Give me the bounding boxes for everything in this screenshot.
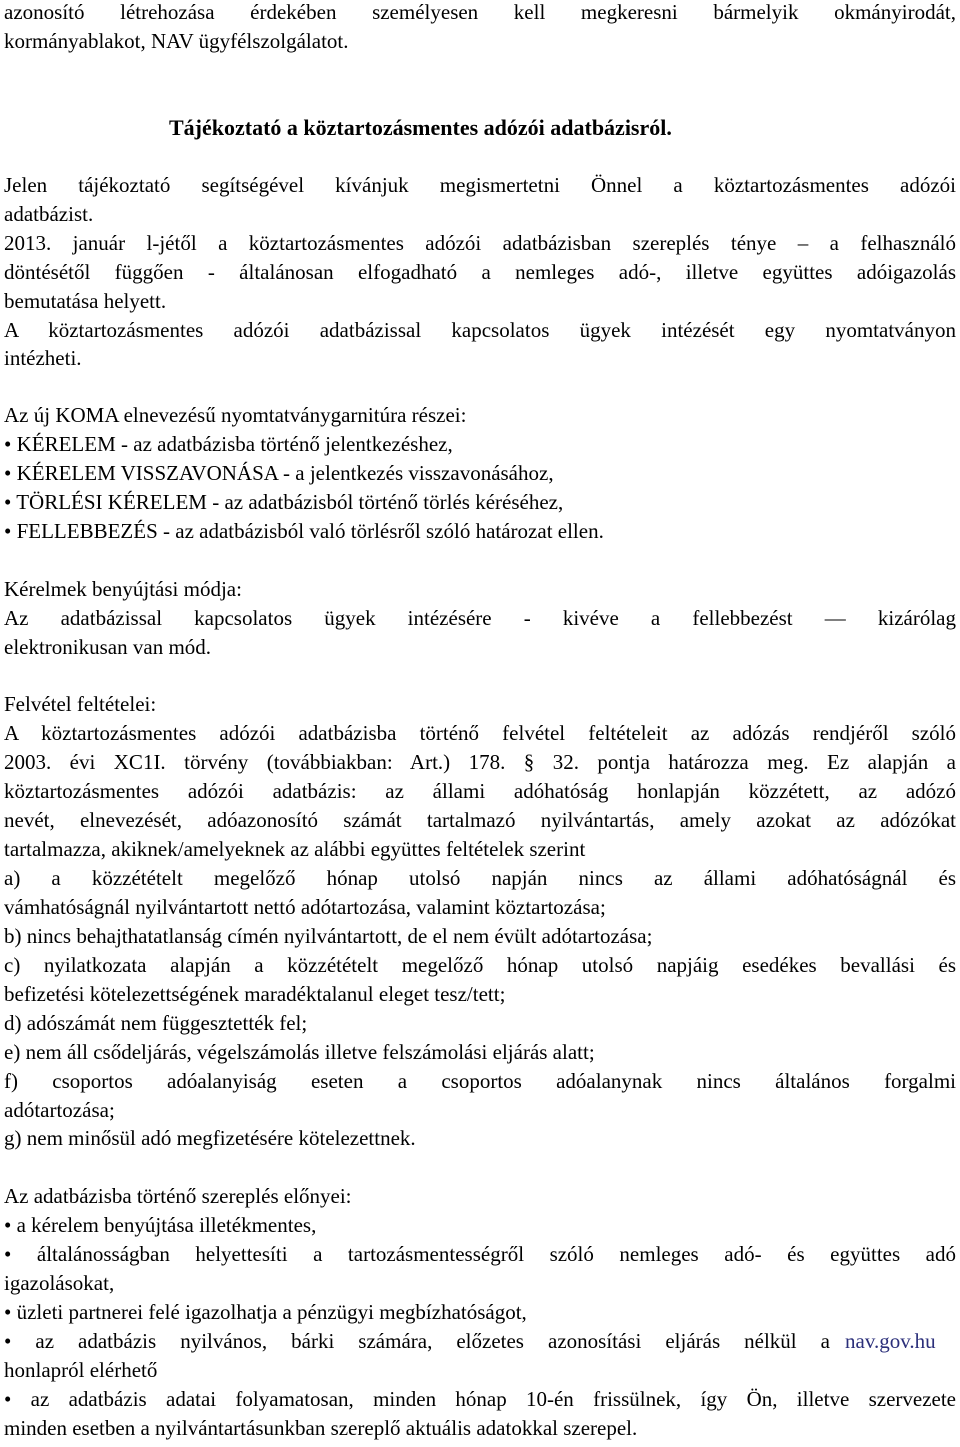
list-item: • az adatbázis adatai folyamatosan, minden hónap 10-én frissülnek, így Ön, illetve szervezete (4, 1387, 956, 1411)
list-item: • KÉRELEM VISSZAVONÁSA - a jelentkezés visszavonásához, (4, 461, 554, 485)
list-item: igazolásokat, (4, 1271, 115, 1295)
text-line: 2003. évi XC1I. törvény (továbbiakban: Art.) 178. § 32. pontja határozza meg. Ez alapján a (4, 750, 956, 774)
text-line: elektronikusan van mód. (4, 635, 212, 659)
text-line: Az adatbázisba történő szereplés előnyei: (4, 1184, 352, 1208)
list-item: • az adatbázis nyilvános, bárki számára, előzetes azonosítási eljárás nélkül a (4, 1329, 830, 1353)
text-line: kormányablakot, NAV ügyfélszolgálatot. (4, 29, 349, 53)
text-line: adótartozása; (4, 1098, 115, 1122)
text-line: intézheti. (4, 346, 82, 370)
text-line: honlapról elérhető (4, 1358, 158, 1382)
list-item: • TÖRLÉSI KÉRELEM - az adatbázisból történő törlés kéréséhez, (4, 490, 564, 514)
text-line: vámhatóságnál nyilvántartott nettó adótartozása, valamint köztartozása; (4, 895, 606, 919)
list-item: • KÉRELEM - az adatbázisba történő jelentkezéshez, (4, 432, 453, 456)
text-line: A köztartozásmentes adózói adatbázisba történő felvétel feltételeit az adózás rendjéről szóló (4, 721, 956, 745)
section-title: Tájékoztató a köztartozásmentes adózói adatbázisról. (169, 115, 672, 140)
nav-gov-hu-link[interactable]: nav.gov.hu (845, 1329, 936, 1353)
text-line: köztartozásmentes adózói adatbázis: az állami adóhatóság honlapján közzétett, az adózó (4, 779, 956, 803)
text-line: Az új KOMA elnevezésű nyomtatványgarnitúra részei: (4, 403, 467, 427)
text-line: g) nem minősül adó megfizetésére kötelezettnek. (4, 1126, 416, 1150)
text-line: b) nincs behajthatatlanság címén nyilvántartott, de el nem évült adótartozása; (4, 924, 653, 948)
text-line: f) csoportos adóalanyiság eseten a csoportos adóalanynak nincs általános forgalmi (4, 1069, 956, 1093)
text-line: befizetési kötelezettségének maradéktalanul eleget tesz/tett; (4, 982, 506, 1006)
list-item: • általánosságban helyettesíti a tartozásmentességről szóló nemleges adó- és együttes adó (4, 1242, 956, 1266)
list-item: • üzleti partnerei felé igazolhatja a pénzügyi megbízhatóságot, (4, 1300, 527, 1324)
list-item: • FELLEBBEZÉS - az adatbázisból való törlésről szóló határozat ellen. (4, 519, 604, 543)
text-line: 2013. január l-jétől a köztartozásmentes adózói adatbázisban szereplés ténye – a felhasználó (4, 231, 956, 255)
text-line: bemutatása helyett. (4, 289, 167, 313)
text-line: d) adószámát nem függesztették fel; (4, 1011, 308, 1035)
list-item: • a kérelem benyújtása illetékmentes, (4, 1213, 317, 1237)
text-line: e) nem áll csődeljárás, végelszámolás illetve felszámolási eljárás alatt; (4, 1040, 595, 1064)
text-line: Az adatbázissal kapcsolatos ügyek intézésére - kivéve a fellebbezést — kizárólag (4, 606, 956, 630)
text-line: minden esetben a nyilvántartásunkban szereplő aktuális adatokkal szerepel. (4, 1416, 638, 1440)
text-line: A köztartozásmentes adózói adatbázissal kapcsolatos ügyek intézését egy nyomtatványon (4, 318, 956, 342)
text-line: azonosító létrehozása érdekében személyesen kell megkeresni bármelyik okmányirodát, (4, 0, 956, 24)
text-line: tartalmazza, akiknek/amelyeknek az alábbi együttes feltételek szerint (4, 837, 586, 861)
text-line: Jelen tájékoztató segítségével kívánjuk megismertetni Önnel a köztartozásmentes adózói (4, 173, 956, 197)
text-line: c) nyilatkozata alapján a közzétételt megelőző hónap utolsó napjáig esedékes bevallási és (4, 953, 956, 977)
text-line: a) a közzétételt megelőző hónap utolsó napján nincs az állami adóhatóságnál és (4, 866, 956, 890)
text-line: Felvétel feltételei: (4, 692, 157, 716)
text-line: adatbázist. (4, 202, 94, 226)
text-line: Kérelmek benyújtási módja: (4, 577, 242, 601)
text-line: döntésétől függően - általánosan elfogadható a nemleges adó-, illetve együttes adóigazolás (4, 260, 956, 284)
text-line: nevét, elnevezését, adóazonosító számát tartalmazó nyilvántartás, amely azokat az adózókat (4, 808, 956, 832)
